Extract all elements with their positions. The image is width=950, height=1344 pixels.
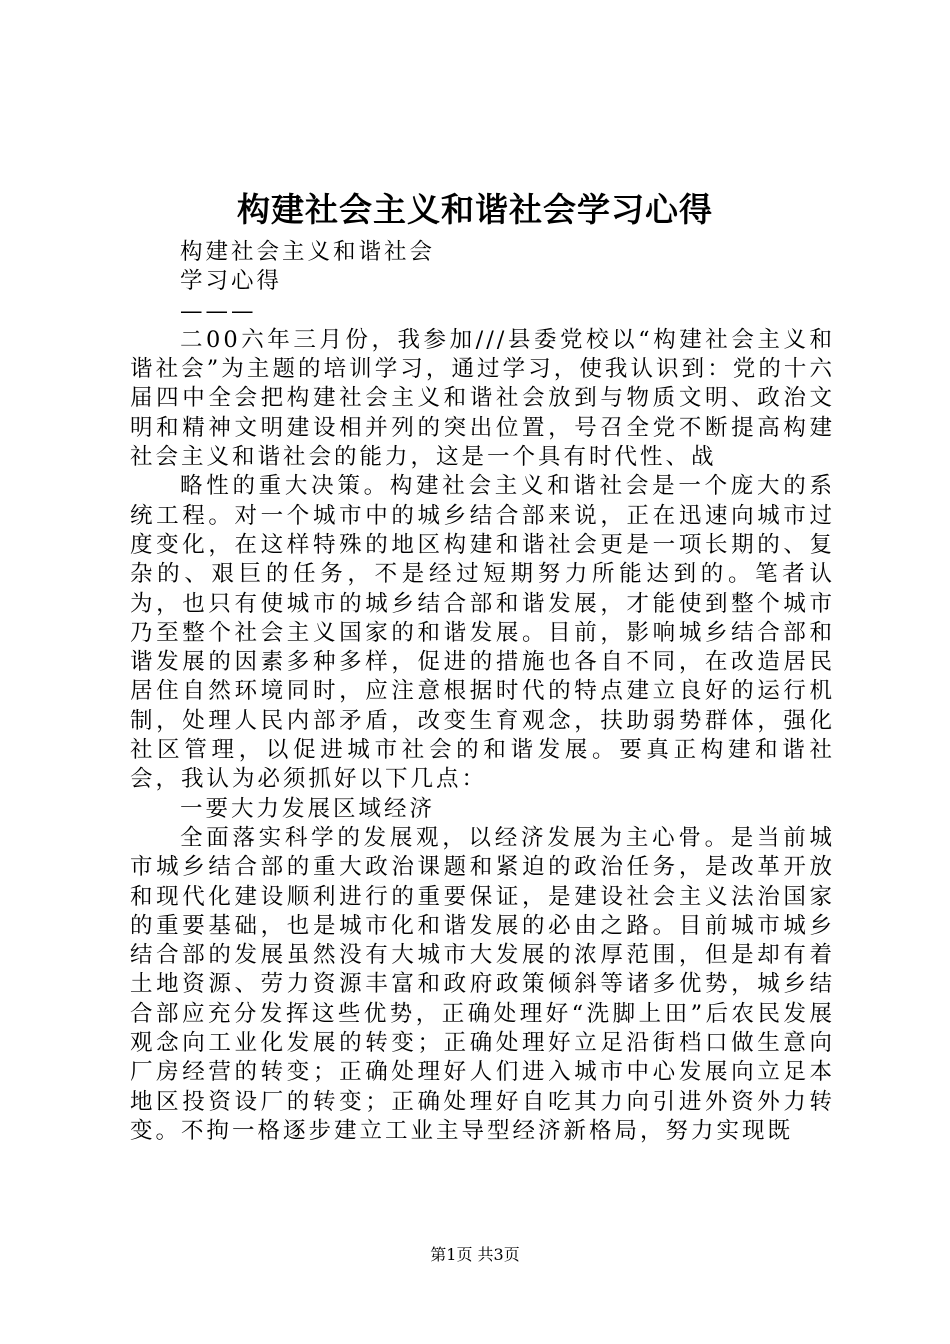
section-heading-economy: 一要大力发展区域经济 bbox=[180, 795, 436, 822]
paragraph-economy: 全面落实科学的发展观，以经济发展为主心骨。是当前城市城乡结合部的重大政治课题和紧迫的政治任务，是改革开放和现代化建设顺利进行的重要保证，是建设社会主义法治国家的重要基础，也是城市化和谐发展的必由之路。目前城市城乡结合部的发展虽然没有大城市大发展的浓厚范围，但是却有着土地资源、劳力资源丰富和政府政策倾斜等诸多优势，城乡结合部应充分发挥这些优势，正确处理好“洗脚上田”后农民发展观念向工业化发展的转变；正确处理好立足沿街档口做生意向厂房经营的转变；正确处理好人们进入城市中心发展向立足本地区投资设厂的转变；正确处理好自吃其力向引进外资外力转变。不拘一格逐步建立工业主导型经济新格局，努力实现既 bbox=[130, 824, 835, 1144]
paragraph-intro: 二00六年三月份，我参加///县委党校以“构建社会主义和谐社会”为主题的培训学习，通过学习，使我认识到：党的十六届四中全会把构建社会主义和谐社会放到与物质文明、政治文明和精神文明建设相并列的突出位置，号召全党不断提高构建社会主义和谐社会的能力，这是一个具有时代性、战 bbox=[130, 326, 835, 471]
subtitle-line-1: 构建社会主义和谐社会 bbox=[180, 239, 436, 265]
page-footer: 第1页 共3页 bbox=[430, 1245, 520, 1264]
paragraph-strategy: 略性的重大决策。构建社会主义和谐社会是一个庞大的系统工程。对一个城市中的城乡结合部来说，正在迅速向城市过度变化，在这样特殊的地区构建和谐社会更是一项长期的、复杂的、艰巨的任务，不是经过短期努力所能达到的。笔者认为，也只有使城市的城乡结合部和谐发展，才能使到整个城市乃至整个社会主义国家的和谐发展。目前，影响城乡结合部和谐发展的因素多种多样，促进的措施也各自不同，在改造居民居住自然环境同时，应注意根据时代的特点建立良好的运行机制，处理人民内部矛盾，改变生育观念，扶助弱势群体，强化社区管理，以促进城市社会的和谐发展。要真正构建和谐社会，我认为必须抓好以下几点： bbox=[130, 473, 835, 793]
document-body bbox=[130, 238, 835, 1146]
subtitle-line-2: 学习心得 bbox=[180, 268, 283, 295]
separator-line: ——— bbox=[180, 297, 257, 324]
document-title: 构建社会主义和谐社会学习心得 bbox=[237, 190, 713, 229]
